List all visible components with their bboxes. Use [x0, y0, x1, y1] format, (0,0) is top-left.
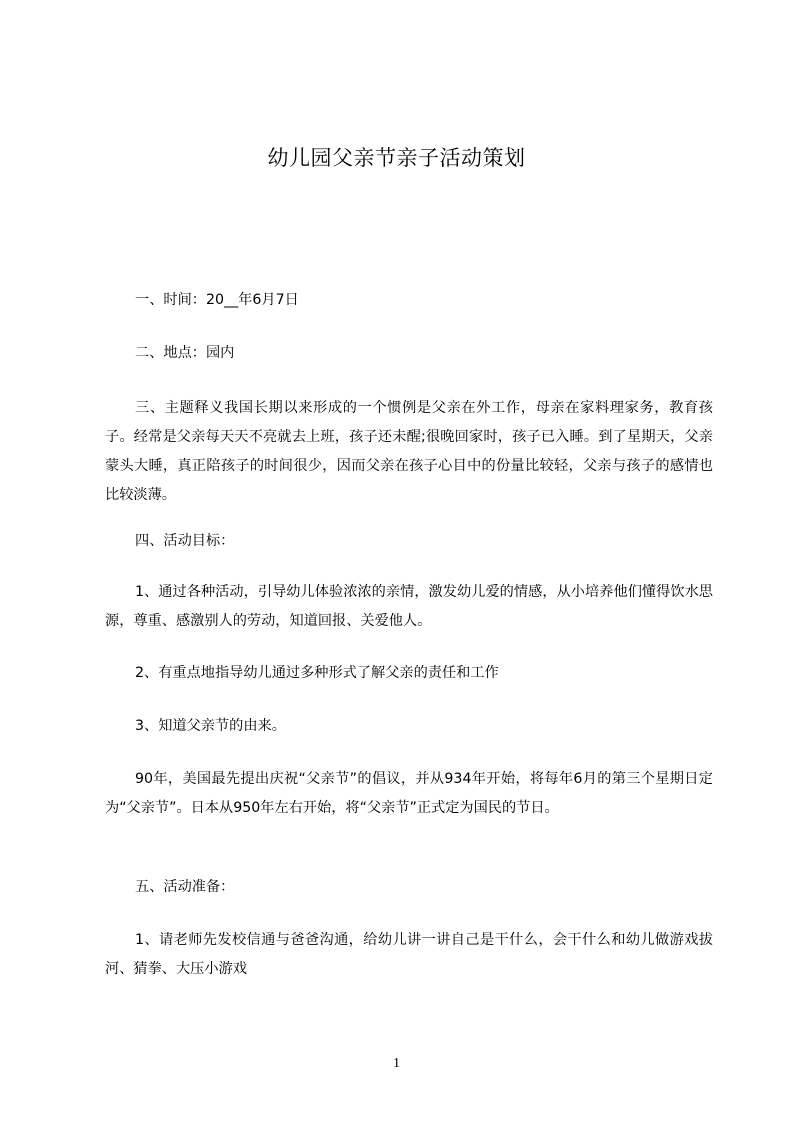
goal-item-2: 2、有重点地指导幼儿通过多种形式了解父亲的责任和工作 — [135, 665, 499, 681]
fathers-day-origin: 90年，美国最先提出庆祝“父亲节”的倡议，并从934年开始，将每年6月的第三个星期日定为“父亲节”。日本从950年左右开始，将“父亲节”正式定为国民的节日。 — [105, 771, 713, 816]
page-number: 1 — [393, 1056, 400, 1071]
section-time: 一、时间：20__年6月7日 — [135, 292, 299, 308]
goal-item-3: 3、知道父亲节的由来。 — [135, 718, 286, 734]
section-location: 二、地点：园内 — [135, 345, 235, 361]
preparation-item-1: 1、请老师先发校信通与爸爸沟通，给幼儿讲一讲自己是干什么，会干什么和幼儿做游戏拔河、猜拳、大压小游戏 — [105, 932, 713, 977]
section-preparation-heading: 五、活动准备： — [135, 879, 235, 895]
document-title: 幼儿园父亲节亲子活动策划 — [267, 146, 526, 170]
section-theme: 三、主题释义我国长期以来形成的一个惯例是父亲在外工作，母亲在家料理家务，教育孩子。经常是父亲每天天不亮就去上班，孩子还未醒;很晚回家时，孩子已入睡。到了星期天，父亲蒙头大睡，真正陪孩子的时间很少，因而父亲在孩子心目中的份量比较轻，父亲与孩子的感情也比较淡薄。 — [105, 400, 713, 503]
section-goals-heading: 四、活动目标： — [135, 533, 235, 549]
goal-item-1: 1、通过各种活动，引导幼儿体验浓浓的亲情，激发幼儿爱的情感，从小培养他们懂得饮水思源，尊重、感激别人的劳动，知道回报、关爱他人。 — [105, 584, 713, 629]
